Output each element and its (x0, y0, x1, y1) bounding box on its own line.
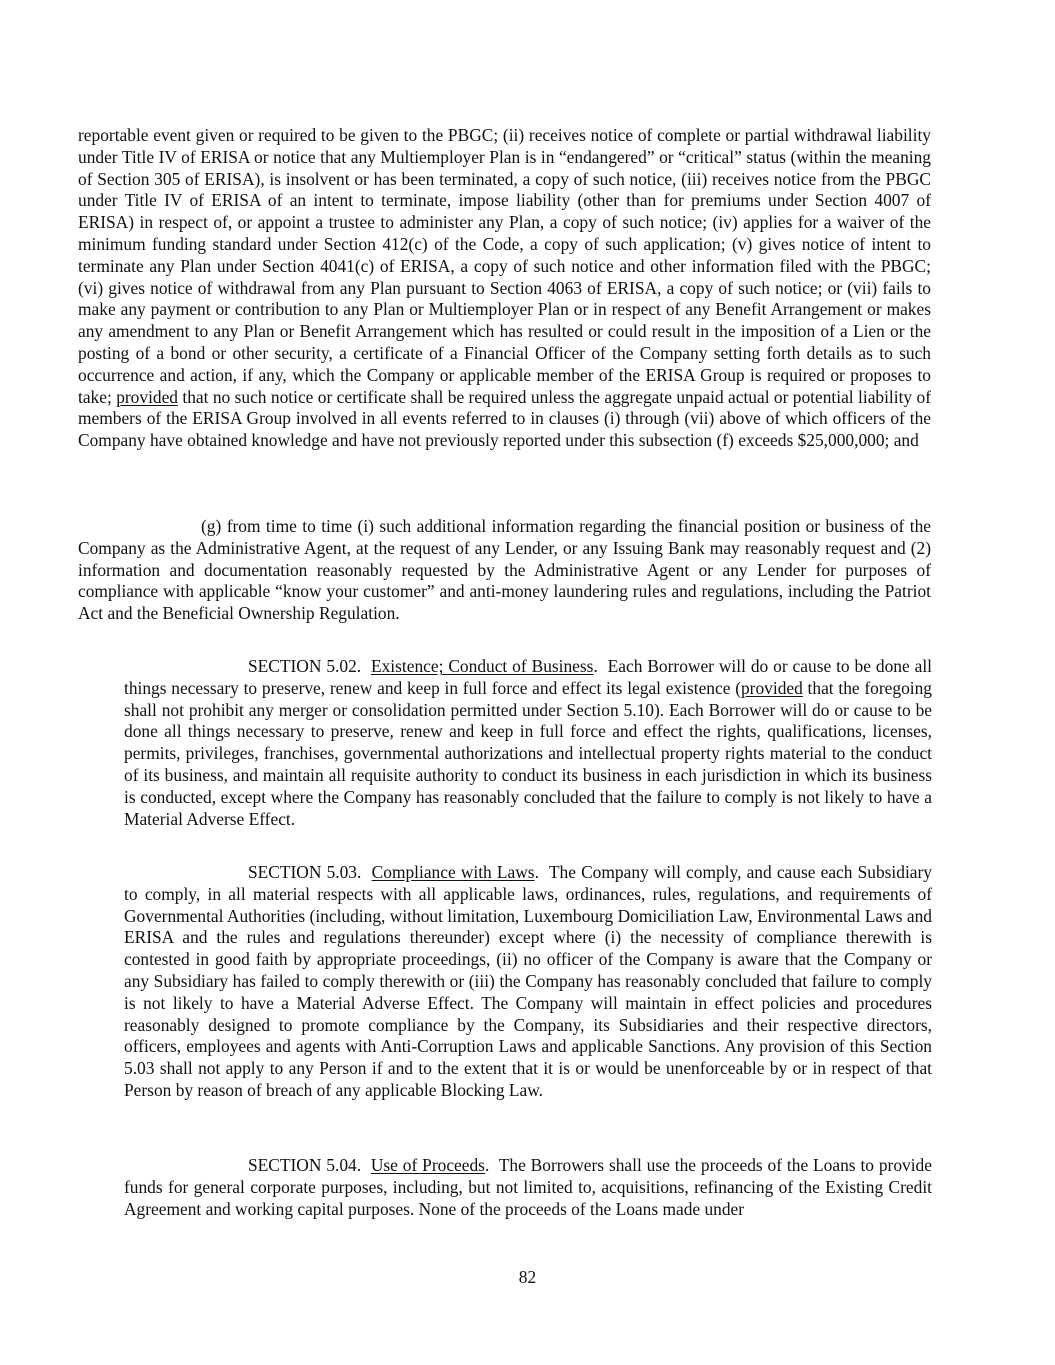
paragraph-text: (g) from time to time (i) such additional information regarding the financial position or business of the Company as the Administrative Agent, at the request of any Lender, or any Issuing Bank may reasonably request and (2) information and documentation reasonably requested by the Administrative Agent or any Lender for purposes of compliance with applicable “know your customer” and anti-money laundering rules and regulations, including the Patriot Act and the Beneficial Ownership Regulation. (78, 516, 931, 624)
section-label: SECTION 5.04. (248, 1155, 362, 1175)
section-5-04 (124, 1155, 932, 1220)
paragraph-g-additional-information (78, 516, 931, 625)
paragraph-erisa-notices (78, 125, 931, 452)
provided-term: provided (116, 386, 179, 407)
section-text: The Company will comply, and cause each Subsidiary to comply, in all material respects with all applicable laws, ordinances, rules, regulations, and requirements of Governmental Authorities (including, without limitation, Luxembourg Domiciliation Law, Environmental Laws and ERISA and the rules and regulations thereunder) except where (i) the necessity of compliance therewith is contested in good faith by appropriate proceedings, (ii) no officer of the Company is aware that the Company or any Subsidiary has failed to comply therewith or (iii) the Company has reasonably concluded that failure to comply is not likely to have a Material Adverse Effect. The Company will maintain in effect policies and procedures reasonably designed to promote compliance by the Company, its Subsidiaries and their respective directors, officers, employees and agents with Anti-Corruption Laws and applicable Sanctions. Any provision of this Section 5.03 shall not apply to any Person if and to the extent that it is or would be unenforceable by or in respect of that Person by reason of breach of any applicable Blocking Law. (124, 862, 932, 1100)
section-heading: Existence; Conduct of Business (370, 656, 594, 676)
paragraph-text: that no such notice or certificate shall be required unless the aggregate unpaid actual or potential liability of members of the ERISA Group involved in all events referred to in clauses (i) through (vii) above of which officers of the Company have obtained knowledge and have not previously reported under this subsection (f) exceeds $25,000,000; and (78, 386, 931, 451)
paragraph-text: reportable event given or required to be given to the PBGC; (ii) receives notice of complete or partial withdrawal liability under Title IV of ERISA or notice that any Multiemployer Plan is in “endangered” or “critical” status (within the meaning of Section 305 of ERISA), is insolvent or has been terminated, a copy of such notice, (iii) receives notice from the PBGC under Title IV of ERISA of an intent to terminate, impose liability (other than for premiums under Section 4007 of ERISA) in respect of, or appoint a trustee to administer any Plan, a copy of such notice; (iv) applies for a waiver of the minimum funding standard under Section 412(c) of the Code, a copy of such application; (v) gives notice of intent to terminate any Plan under Section 4041(c) of ERISA, a copy of such notice and other information filed with the PBGC; (vi) gives notice of withdrawal from any Plan pursuant to Section 4063 of ERISA, a copy of such notice; or (vii) fails to make any payment or contribution to any Plan or Multiemployer Plan or in respect of any Benefit Arrangement or makes any amendment to any Plan or Benefit Arrangement which has resulted or could result in the imposition of a Lien or the posting of a bond or other security, a certificate of a Financial Officer of the Company setting forth details as to such occurrence and action, if any, which the Company or applicable member of the ERISA Group is required or proposes to take; (78, 125, 931, 407)
section-heading: Use of Proceeds (370, 1155, 485, 1175)
section-5-02 (124, 656, 932, 830)
section-heading-period: . (484, 1155, 490, 1175)
section-label: SECTION 5.03. (248, 862, 362, 882)
page-number: 82 (518, 1267, 537, 1287)
section-text: that the foregoing shall not prohibit any merger or consolidation permitted under Section 5.10). Each Borrower will do or cause to be done all things necessary to preserve, renew and keep in full force and effect the rights, qualifications, licenses, permits, privileges, franchises, governmental authorizations and intellectual property rights material to the conduct of its business, and maintain all requisite authority to conduct its business in each jurisdiction in which its business is conducted, except where the Company has reasonably concluded that the failure to comply is not likely to have a Material Adverse Effect. (124, 677, 932, 829)
section-text: Each Borrower will do or cause to be done all things necessary to preserve, renew and keep in full force and effect its legal existence ( (124, 656, 932, 698)
section-5-03 (124, 862, 932, 1102)
section-heading-period: . (593, 656, 598, 676)
section-text: The Borrowers shall use the proceeds of the Loans to provide funds for general corporate purposes, including, but not limited to, acquisitions, refinancing of the Existing Credit Agreement and working capital purposes. None of the proceeds of the Loans made under (124, 1155, 932, 1219)
section-heading-period: . (534, 862, 539, 882)
section-heading: Compliance with Laws (371, 862, 535, 882)
provided-term: provided (740, 677, 803, 698)
section-label: SECTION 5.02. (248, 656, 362, 676)
